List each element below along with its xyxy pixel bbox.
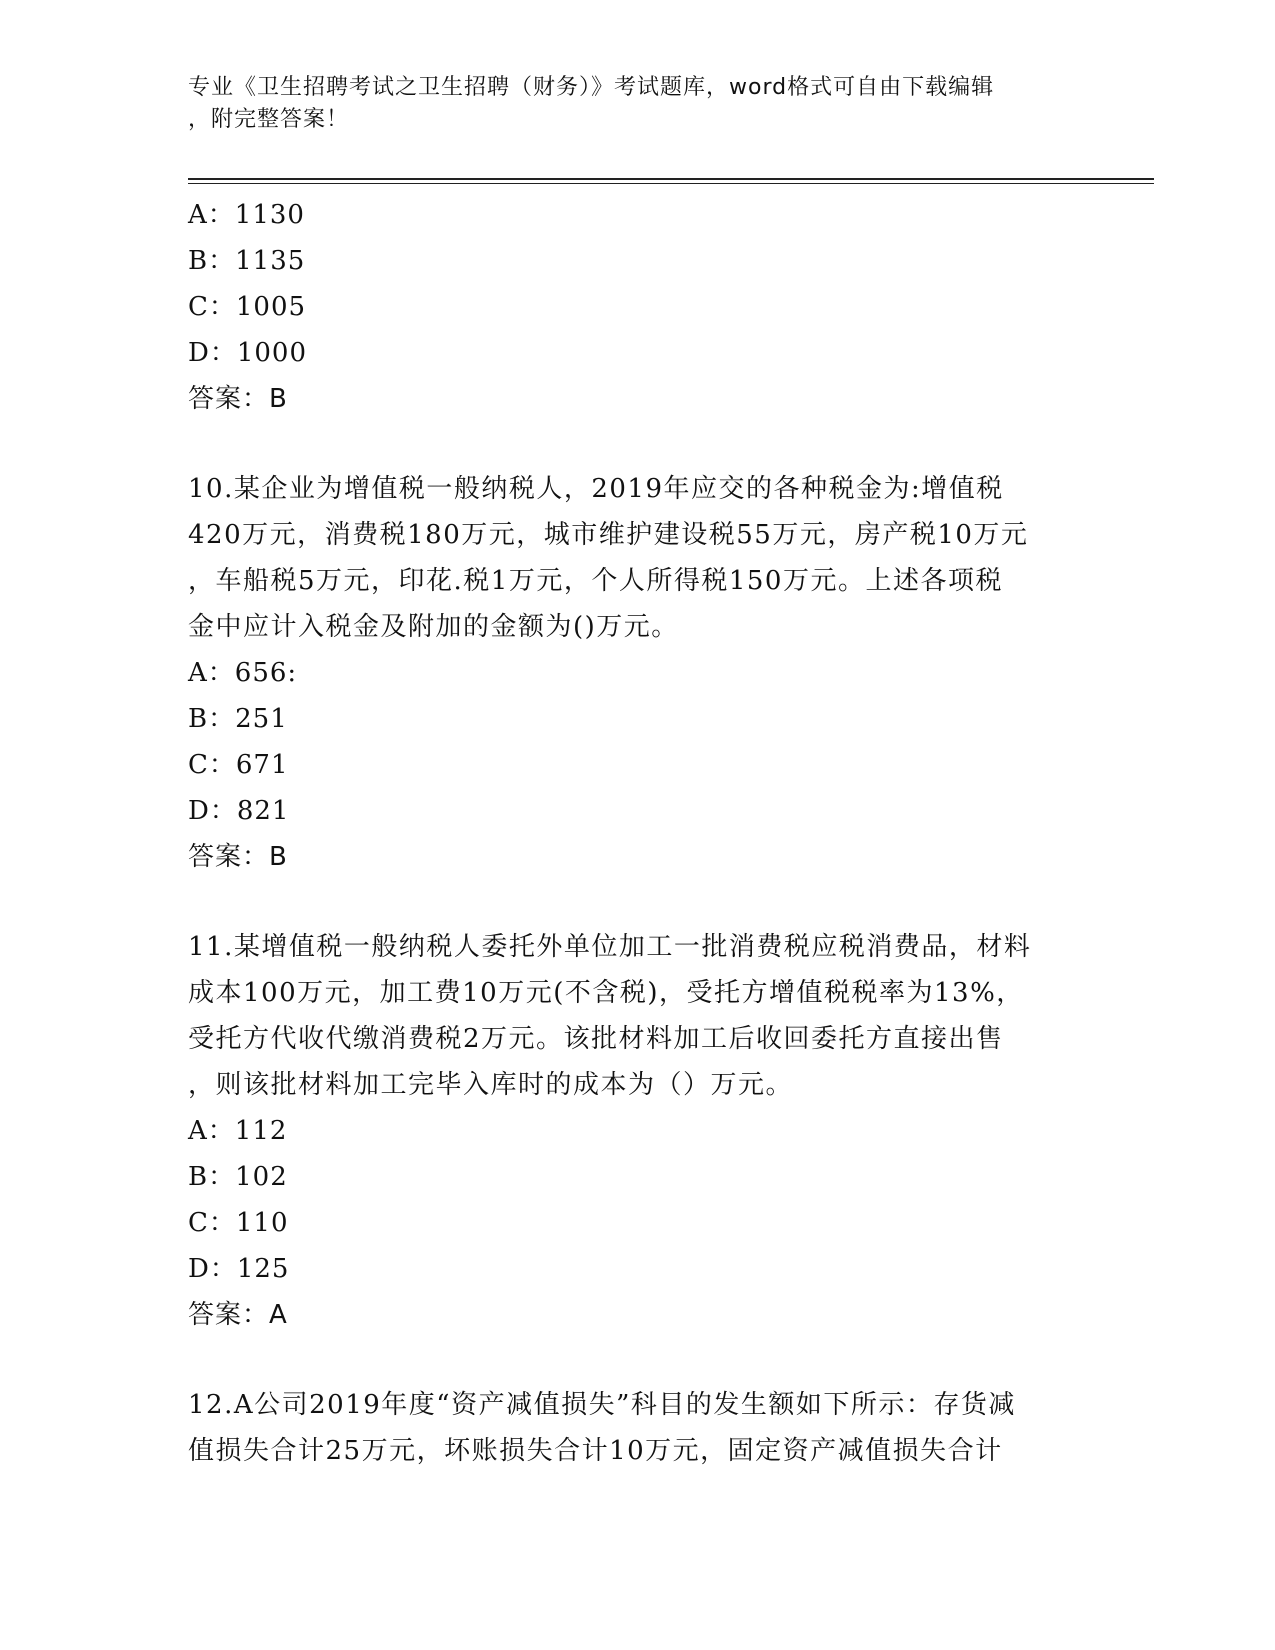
- question-12: [188, 1382, 1088, 1474]
- question-11: [188, 924, 1088, 1338]
- answer-line: 答案：A: [188, 1300, 288, 1330]
- question-10: [188, 466, 1088, 880]
- question-list: [188, 192, 1088, 1474]
- option-d: D：821: [188, 796, 290, 826]
- option-c: C：110: [188, 1208, 289, 1238]
- question-text: 12.A公司2019年度“资产减值损失”科目的发生额如下所示：存货减 值损失合计25万元，坏账损失合计10万元，固定资产减值损失合计: [188, 1390, 1016, 1466]
- option-a: A：656:: [188, 658, 298, 688]
- document-header: [188, 72, 1078, 136]
- option-a: A：1130: [188, 200, 305, 230]
- option-b: B：251: [188, 704, 288, 734]
- answer-line: 答案：B: [188, 384, 288, 414]
- question-text: 10.某企业为增值税一般纳税人，2019年应交的各种税金为:增值税 420万元，消费税180万元，城市维护建设税55万元，房产税10万元 ，车船税5万元，印花.税1万元，个人所得税150万元。上述各项税 金中应计入税金及附加的金额为()万元。: [188, 474, 1029, 642]
- option-b: B：102: [188, 1162, 288, 1192]
- option-b: B：1135: [188, 246, 306, 276]
- option-a: A：112: [188, 1116, 288, 1146]
- answer-line: 答案：B: [188, 842, 288, 872]
- header-title-line-2: ，附完整答案！: [188, 107, 350, 132]
- header-title-line: 专业《卫生招聘考试之卫生招聘（财务）》考试题库，word格式可自由下载编辑: [188, 75, 995, 100]
- option-d: D：125: [188, 1254, 290, 1284]
- header-divider: [188, 178, 1154, 180]
- question-9: [188, 192, 1088, 422]
- header-divider-thin: [188, 183, 1154, 184]
- option-c: C：1005: [188, 292, 307, 322]
- question-text: 11.某增值税一般纳税人委托外单位加工一批消费税应税消费品，材料 成本100万元，加工费10万元(不含税)，受托方增值税税率为13%， 受托方代收代缴消费税2万元。该批材料加工后收回委托方直接出售 ，则该批材料加工完毕入库时的成本为（）万元。: [188, 932, 1032, 1100]
- option-d: D：1000: [188, 338, 308, 368]
- option-c: C：671: [188, 750, 289, 780]
